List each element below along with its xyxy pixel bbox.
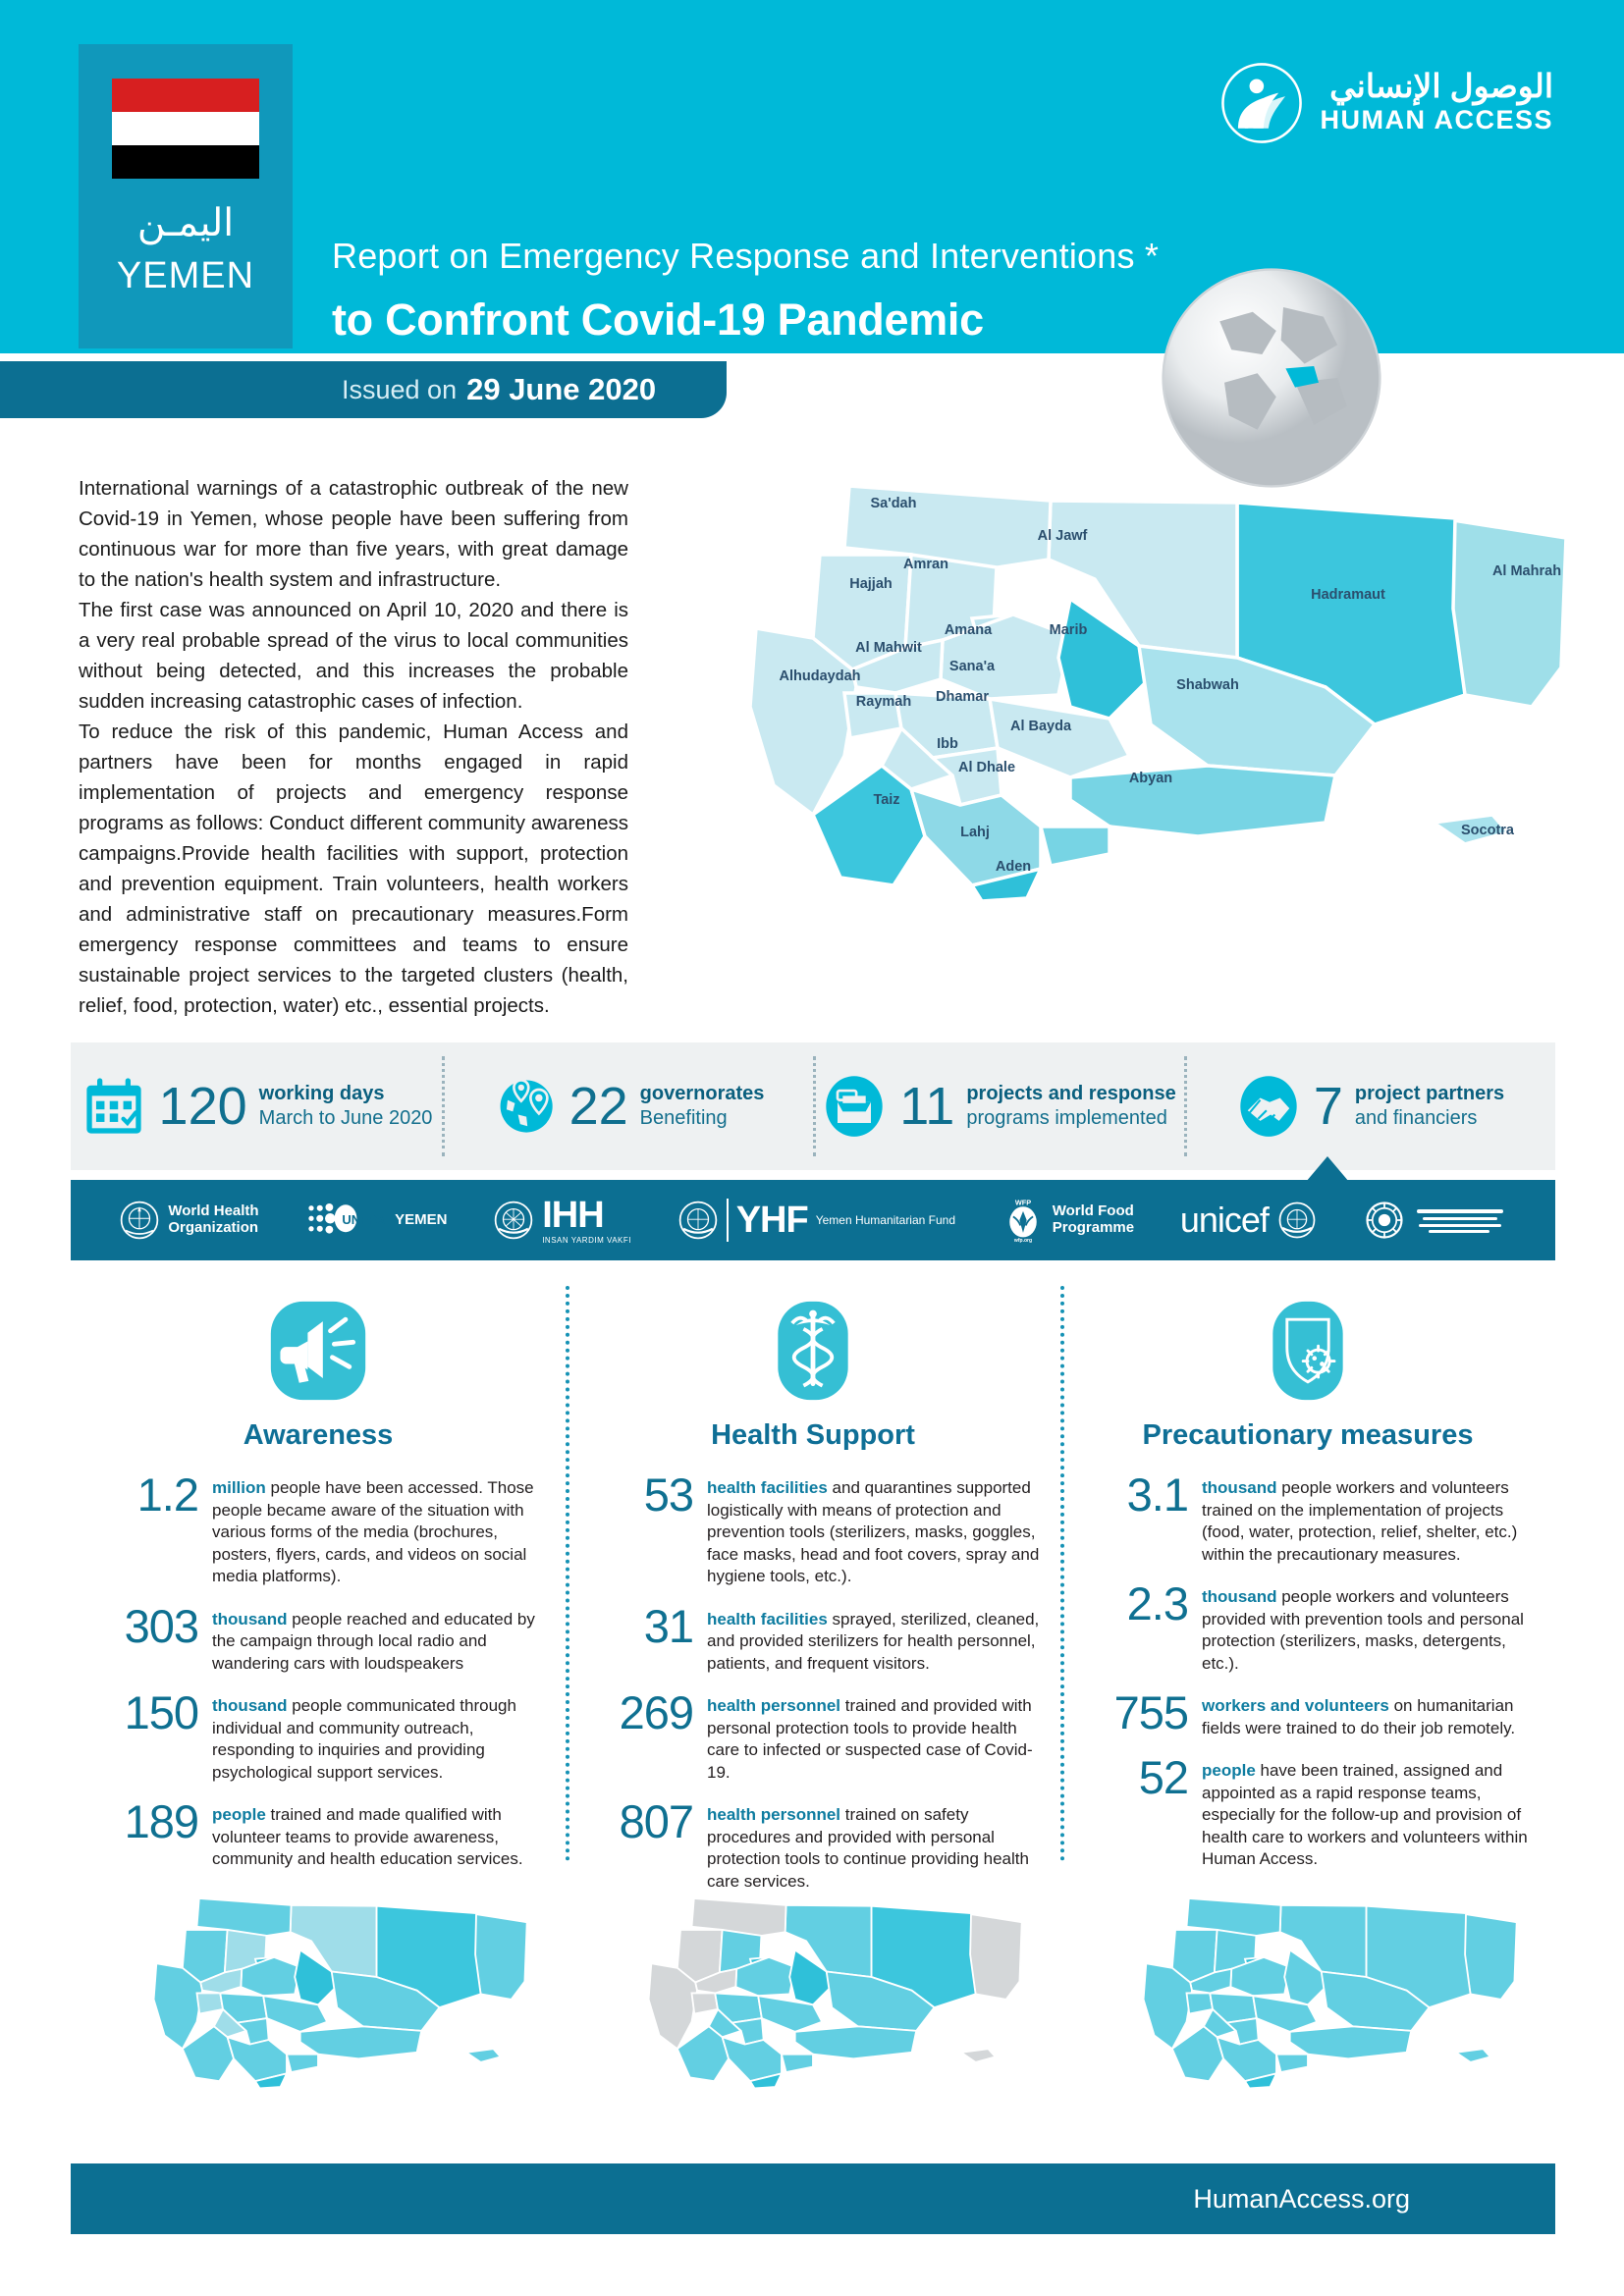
kpi-governorates: [442, 1042, 813, 1170]
stat-description: thousand people workers and volunteers trained on the implementation of projects (food, water, protection, relief, shelter, etc.) within the precautionary measures.: [1202, 1478, 1518, 1564]
map-label-ibb: Ibb: [937, 736, 958, 752]
partner-yhf: [677, 1199, 955, 1242]
partner-arabic-org: [1364, 1200, 1507, 1241]
stat-number: 189: [124, 1795, 198, 1847]
un-seal-icon: [677, 1200, 719, 1241]
stats-list: [88, 1468, 548, 1871]
stat-lead-term: workers and volunteers: [1202, 1696, 1389, 1715]
kpi-projects: [813, 1042, 1184, 1170]
map-label-taiz: Taiz: [873, 792, 900, 808]
kpi-sub-label: March to June 2020: [258, 1107, 433, 1129]
small-map-health: [602, 1865, 1024, 2120]
stat-number: 755: [1113, 1686, 1188, 1738]
report-subtitle: Report on Emergency Response and Interventions *: [332, 236, 1160, 276]
stat-number: 52: [1138, 1751, 1188, 1803]
country-name-english: YEMEN: [116, 255, 255, 296]
kpi-number: 11: [899, 1077, 955, 1136]
three-column-section: [71, 1286, 1555, 1895]
map-label-al-jawf: Al Jawf: [1037, 528, 1088, 544]
small-map-precautionary: [1097, 1865, 1519, 2120]
country-flag-card: [79, 44, 293, 348]
issued-label: Issued on: [342, 374, 458, 404]
human-access-logo: [1219, 61, 1553, 145]
stat-description: thousand people workers and volunteers provided with prevention tools and personal protection (sterilizers, masks, detergents, etc.).: [1202, 1587, 1524, 1673]
human-access-mark-icon: [1219, 61, 1304, 145]
stat-lead-term: people: [1202, 1761, 1256, 1780]
stat-item: [88, 1795, 548, 1871]
partner-who: [119, 1200, 258, 1241]
handshake-icon: [1235, 1073, 1302, 1140]
arabic-seal-icon: [1364, 1200, 1405, 1241]
partner-line-1: YHF: [735, 1199, 808, 1241]
small-maps-row: [71, 1865, 1555, 2140]
partner-line-2: YEMEN: [395, 1210, 448, 1228]
map-label-marib: Marib: [1049, 622, 1088, 638]
map-label-amana: Amana: [944, 622, 993, 638]
who-seal-icon: [119, 1200, 160, 1241]
stat-description: people have been trained, assigned and appointed as a rapid response teams, especially for the follow-up and provision of health care to workers and volunteers within Human Access.: [1202, 1761, 1528, 1868]
partner-line-1: World Food: [1052, 1202, 1134, 1220]
small-map-health-cell: [566, 1865, 1060, 2140]
partner-line-2: Yemen Humanitarian Fund: [815, 1212, 956, 1227]
stat-item: [583, 1468, 1043, 1588]
map-label-lahj: Lahj: [960, 825, 990, 840]
stat-description: health facilities sprayed, sterilized, cleaned, and provided sterilizers for health personnel, patients, and frequent visitors.: [707, 1609, 1040, 1673]
stat-lead-term: thousand: [1202, 1478, 1277, 1497]
stat-lead-term: health personnel: [707, 1696, 841, 1715]
partner-line-1: IHH: [542, 1194, 604, 1236]
kpi-partners: [1184, 1042, 1555, 1170]
stat-number: 2.3: [1126, 1577, 1188, 1629]
stat-item: [1078, 1751, 1538, 1871]
svg-text:WFP: WFP: [1014, 1198, 1031, 1207]
intro-text-block: [79, 473, 628, 1021]
column-precautionary-measures: [1060, 1286, 1555, 1895]
partner-ihh: [493, 1195, 631, 1246]
kpi-number: 120: [158, 1077, 247, 1136]
caduceus-icon: [761, 1296, 865, 1406]
stat-description: thousand people reached and educated by the campaign through local radio and wandering cars with loudspeakers: [212, 1609, 535, 1673]
stat-number: 53: [643, 1468, 693, 1521]
stat-lead-term: health facilities: [707, 1478, 828, 1497]
stat-lead-term: health personnel: [707, 1805, 841, 1824]
unicef-seal-icon: [1276, 1200, 1318, 1241]
column-title: Health Support: [711, 1419, 915, 1451]
stat-number: 31: [643, 1599, 693, 1652]
partner-line-2: Programme: [1052, 1219, 1135, 1236]
map-label-hadramaut: Hadramaut: [1311, 587, 1385, 603]
kpi-bold-label: project partners: [1354, 1083, 1505, 1104]
column-title: Awareness: [243, 1419, 394, 1451]
partner-line-1: UNFPA: [342, 1211, 386, 1227]
map-label-al-mahwit: Al Mahwit: [855, 640, 922, 656]
stat-lead-term: thousand: [212, 1696, 288, 1715]
stat-item: [1078, 1577, 1538, 1675]
report-title: to Confront Covid-19 Pandemic: [332, 294, 984, 345]
map-label-shabwah: Shabwah: [1176, 677, 1239, 693]
intro-paragraph-2: The first case was announced on April 10, 2020 and there is a very real probable spread of the virus to local communities without being detected, and this increases the probable sudden increasing catastrophic cases of infection.: [79, 599, 628, 713]
map-label-raymah: Raymah: [855, 694, 912, 710]
map-label-alhudaydah: Alhudaydah: [779, 668, 861, 684]
partner-line-2: Organization: [168, 1219, 259, 1236]
kpi-working-days: [71, 1042, 442, 1170]
column-title: Precautionary measures: [1142, 1419, 1474, 1451]
stat-number: 303: [124, 1599, 198, 1652]
stat-lead-term: people: [212, 1805, 266, 1824]
stat-item: [583, 1599, 1043, 1676]
kpi-sub-label: and financiers: [1354, 1107, 1478, 1129]
issued-date: 29 June 2020: [466, 372, 657, 406]
stat-number: 1.2: [136, 1468, 198, 1521]
issue-date-band: [0, 361, 727, 418]
stat-lead-term: thousand: [1202, 1587, 1277, 1606]
briefcase-icon: [821, 1073, 888, 1140]
stat-description: thousand people communicated through individual and community outreach, responding to inquiries and providing psychological support services.: [212, 1696, 516, 1782]
yemen-governorates-map: [648, 461, 1571, 1031]
stat-item: [88, 1599, 548, 1676]
map-shapes: [648, 461, 1571, 923]
stat-item: [583, 1686, 1043, 1784]
kpi-number: 22: [568, 1077, 628, 1136]
wfp-icon: [1001, 1197, 1045, 1244]
kpi-bold-label: projects and response: [966, 1083, 1176, 1104]
map-label-al-bayda: Al Bayda: [1009, 719, 1072, 734]
map-label-sa-dah: Sa'dah: [870, 496, 917, 511]
yemen-flag-icon: [112, 79, 259, 179]
footer-bar: [71, 2163, 1555, 2234]
stat-item: [88, 1686, 548, 1784]
calendar-icon: [81, 1073, 147, 1140]
stat-description: health facilities and quarantines supported logistically with means of protection and prevention tools (sterilizers, masks, goggles, face masks, head and foot covers, spray and hygiene tools, etc.).: [707, 1478, 1040, 1585]
stat-description: health personnel trained on safety procedures and provided with personal protection tools to continue providing health care services.: [707, 1805, 1029, 1891]
small-map-awareness: [107, 1865, 529, 2120]
partner-line-1: World Health: [168, 1202, 259, 1220]
small-map-awareness-cell: [71, 1865, 566, 2140]
stat-item: [88, 1468, 548, 1588]
stat-number: 807: [619, 1795, 693, 1847]
map-label-sana-a: Sana'a: [948, 659, 996, 674]
partner-unfpa: [304, 1200, 447, 1241]
partner-logos-band: [71, 1180, 1555, 1260]
stat-description: workers and volunteers on humanitarian fields were trained to do their job remotely.: [1202, 1696, 1516, 1737]
partner-wfp: [1001, 1197, 1134, 1244]
map-label-al-mahrah: Al Mahrah: [1491, 563, 1562, 579]
kpi-bold-label: governorates: [639, 1083, 765, 1104]
stat-item: [1078, 1686, 1538, 1739]
stat-number: 150: [124, 1686, 198, 1738]
stat-item: [1078, 1468, 1538, 1566]
stats-list: [1078, 1468, 1538, 1871]
stat-lead-term: million: [212, 1478, 266, 1497]
map-label-abyan: Abyan: [1128, 771, 1173, 786]
partner-line-2: INSAN YARDIM VAKFI: [542, 1236, 631, 1246]
svg-text:wfp.org: wfp.org: [1013, 1238, 1032, 1244]
stat-description: million people have been accessed. Those people became aware of the situation with various forms of the media (brochures, posters, flyers, cards, and videos on social media platforms).: [212, 1478, 534, 1585]
globe-pin-icon: [491, 1073, 558, 1140]
map-label-aden: Aden: [995, 859, 1032, 875]
un-seal-icon: [493, 1200, 534, 1241]
partner-line-1: unicef: [1179, 1199, 1269, 1240]
stat-description: people trained and made qualified with volunteer teams to provide awareness, community and health education services.: [212, 1805, 523, 1868]
map-label-socotra: Socotra: [1461, 823, 1514, 838]
stat-number: 269: [619, 1686, 693, 1738]
logo-arabic-text: الوصول الإنساني: [1329, 68, 1553, 105]
map-label-dhamar: Dhamar: [936, 689, 989, 705]
globe-icon: [1154, 260, 1389, 496]
partner-band-pointer: [1306, 1156, 1349, 1182]
map-label-hajjah: Hajjah: [849, 576, 893, 592]
shield-virus-icon: [1256, 1296, 1360, 1406]
kpi-sub-label: Benefiting: [639, 1107, 728, 1129]
footer-url[interactable]: HumanAccess.org: [1193, 2183, 1410, 2214]
small-map-precautionary-cell: [1060, 1865, 1555, 2140]
kpi-strip: [71, 1042, 1555, 1170]
kpi-bold-label: working days: [258, 1083, 385, 1104]
logo-english-text: HUMAN ACCESS: [1320, 105, 1553, 135]
stats-list: [583, 1468, 1043, 1893]
country-name-arabic: اليمـن: [136, 202, 235, 244]
intro-paragraph-1: International warnings of a catastrophic outbreak of the new Covid-19 in Yemen, whose people have been suffering from continuous war for more than five years, with great damage to the nation's health system and infrastructure.: [79, 477, 628, 591]
kpi-sub-label: programs implemented: [966, 1107, 1167, 1129]
kpi-number: 7: [1313, 1077, 1343, 1136]
partner-unicef: [1180, 1200, 1318, 1241]
megaphone-icon: [266, 1296, 370, 1406]
map-label-amran: Amran: [903, 557, 948, 572]
column-awareness: [71, 1286, 566, 1895]
map-label-al-dhale: Al Dhale: [957, 760, 1016, 775]
stat-description: health personnel trained and provided with personal protection tools to provide health care to infected or suspected case of Covid-19.: [707, 1696, 1033, 1782]
intro-paragraph-3: To reduce the risk of this pandemic, Human Access and partners have been for months engaged in rapid implementation of projects and emergency response programs as follows: Conduct different community awareness campaigns.Provide health facilities with support, protection and prevention equipment. Train volunteers, health workers and administrative staff on precautionary measures.Form emergency response committees and teams to ensure sustainable project services to the targeted clusters (health, relief, food, protection, water) etc., essential projects.: [79, 721, 628, 1017]
stat-lead-term: health facilities: [707, 1609, 828, 1629]
stat-number: 3.1: [1126, 1468, 1188, 1521]
stat-lead-term: thousand: [212, 1609, 288, 1629]
column-health-support: [566, 1286, 1060, 1895]
arabic-org-wordmark-icon: [1413, 1203, 1507, 1237]
